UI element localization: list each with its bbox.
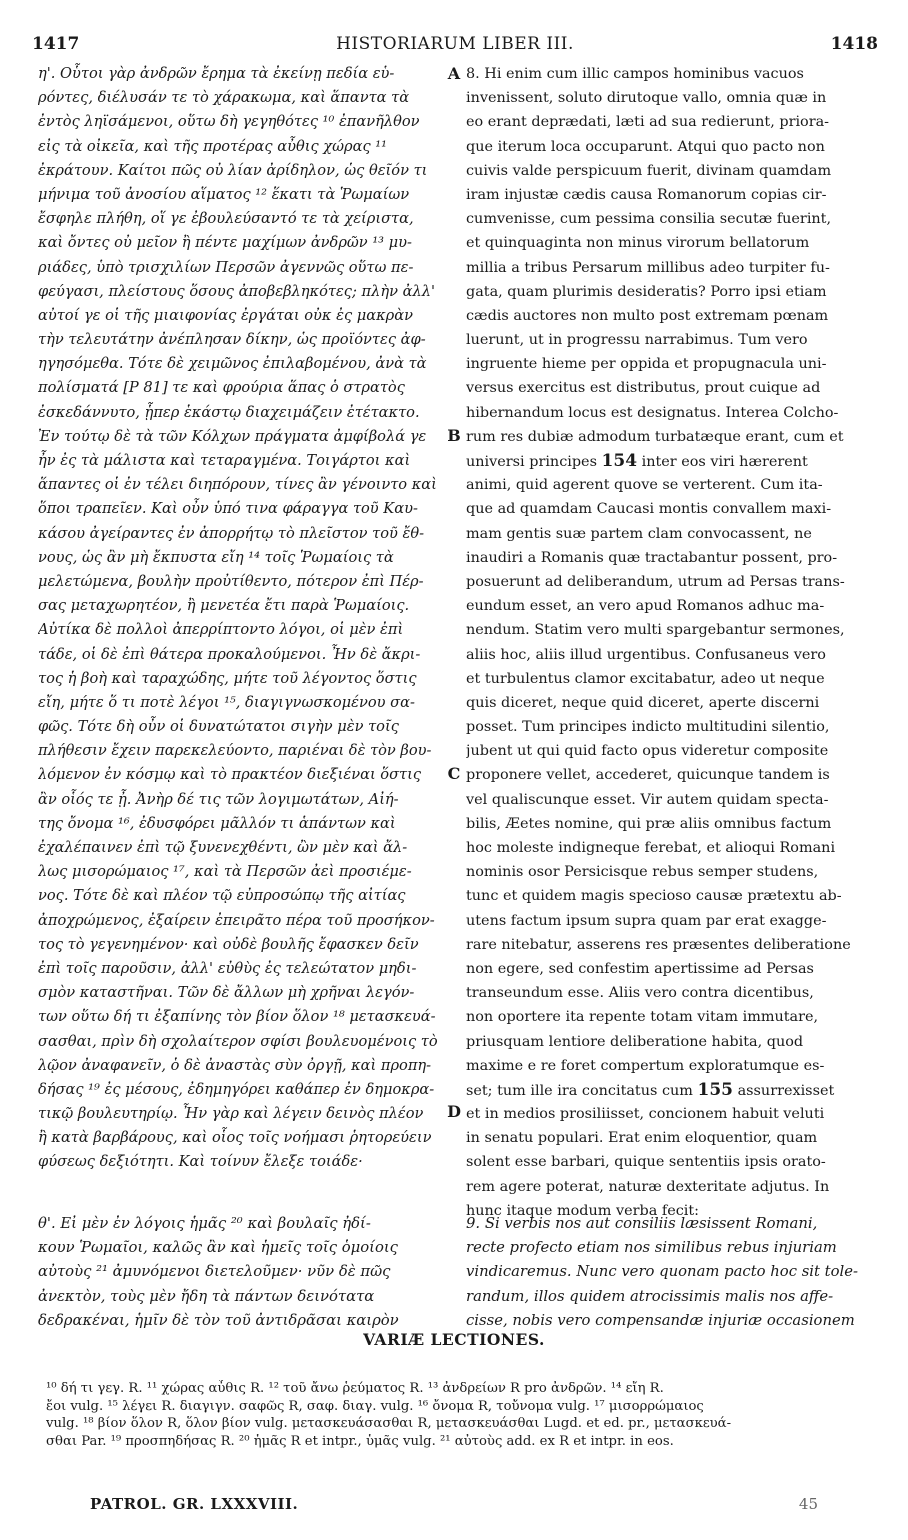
greek-text-line: εἴη, μήτε ὅ τι ποτὲ λέγοι ¹⁵, διαγιγνωσκομένου σα- [38,693,415,711]
latin-text-line: que iterum loca occuparunt. Atqui quo pacto non [466,138,825,155]
page-number-right: 1418 [830,34,878,54]
greek-text-line: μελετώμενα, βουλὴν προὐτίθεντο, πότερον ἐπὶ Πέρ- [38,572,424,590]
greek-text-line: ἐκράτουν. Καίτοι πῶς οὐ λίαν ἀρίδηλον, ὡς θεῖόν τι [38,161,428,179]
greek-text-line: ηγησόμεθα. Τότε δὲ χειμῶνος ἐπιλαβομένου, ἀνὰ τὰ [38,355,427,373]
latin-text-line: vel qualiscunque esset. Vir autem quidam specta- [466,791,829,808]
footer-series: PATROL. GR. LXXXVIII. [90,1495,299,1513]
greek-text-line: λόμενον ἐν κόσμῳ καὶ τὸ πρακτέον διεξιέναι ὅστις [38,766,422,784]
greek-text-line: κάσου ἀγείραντες ἐν ἀπορρήτῳ τὸ πλεῖστον τοῦ ἔθ- [38,524,425,542]
margin-marker-a: A [447,64,461,83]
greek-speech-line: δεδρακέναι, ἡμῖν δὲ τὸν τοῦ ἀντιδρᾶσαι καιρὸν [38,1311,399,1329]
greek-text-line: ἂν οἷός τε ᾖ. Ἀνὴρ δέ τις τῶν λογιμωτάτων, Αἰή- [38,790,399,808]
page-footer [90,1495,818,1519]
latin-text-line: ingruente hieme per oppida et propugnacula uni- [466,356,827,373]
latin-speech-column [466,1212,876,1333]
latin-text-line: eundum esset, an vero apud Romanos adhuc ma- [466,598,825,615]
latin-text-line: utens factum ipsum supra quam par erat exagge- [466,912,827,929]
latin-text-line: 8. Hi enim cum illic campos hominibus vacuos [466,66,804,82]
greek-text-line: νος. Τότε δὲ καὶ πλέον τῷ εὐπροσώπῳ τῆς αἰτίας [38,887,406,905]
margin-marker-c: C [447,764,461,783]
greek-text-line: ἐχαλέπαινεν ἐπὶ τῷ ξυνενεχθέντι, ὢν μὲν καὶ ἄλ- [38,839,408,856]
latin-text-line: set; tum ille ira concitatus cum 155 assurrexisset [466,1079,835,1100]
greek-text-line: η'. Οὗτοι γὰρ ἀνδρῶν ἔρημα τὰ ἐκείνῃ πεδία εὑ- [38,65,395,82]
latin-text-line: millia a tribus Persarum millibus adeo turpiter fu- [466,259,830,276]
greek-text-line: των οὕτω δή τι ἐξαπίνης τὸν βίον ὅλον ¹⁸ μετασκευά- [38,1008,436,1026]
note-line: vulg. ¹⁸ βίον ὅλον R, ὅλον βίον vulg. μετασκευάσασθαι R, μετασκευάσθαι Lugd. et ed. pr., μετασκευά- [46,1416,732,1431]
latin-text-line: hoc moleste indigneque ferebat, et alioqui Romani [466,840,836,856]
greek-text-line: ἢ κατὰ βαρβάρους, καὶ οἷος τοῖς νοήμασι ῥητορεύειν [38,1129,432,1147]
latin-text-line: maxime e re foret compertum exploratumque es- [466,1057,825,1074]
greek-text-line: τάδε, οἱ δὲ ἐπὶ θάτερα προκαλούμενοι. Ἦν δὲ ἄκρι- [38,645,421,663]
note-line: ἔοι vulg. ¹⁵ λέγει R. διαγιγν. σαφῶς R, σαφ. διαγ. vulg. ¹⁶ ὄνομα R, τοὔνομα vulg. ¹⁷ μισορρώμαιος [46,1398,704,1414]
greek-text-line: ἀποχρώμενος, ἐξαίρειν ἐπειρᾶτο πέρα τοῦ προσήκον- [38,911,435,929]
greek-text-line: σασθαι, πρὶν δὴ σχολαίτερον σφίσι βουλευομένοις τὸ [38,1032,438,1050]
latin-text-line: mam gentis suæ partem clam convocassent, ne [466,525,812,542]
latin-text-line: quis diceret, neque quid diceret, aperte discerni [466,694,820,711]
greek-text-line: καὶ ὄντες οὐ μεῖον ἢ πέντε μαχίμων ἀνδρῶν ¹³ μυ- [38,234,412,252]
page-number-left: 1417 [32,34,80,54]
latin-text-line: animi, quid agerent quove se verterent. Cum ita- [466,477,823,494]
latin-text-line: proponere vellet, accederet, quicunque tandem is [466,767,830,784]
greek-text-line: ἅπαντες οἱ ἐν τέλει διηπόρουν, τίνες ἂν γένοιντο καὶ [38,476,437,494]
latin-text-line: hunc itaque modum verba fecit: [466,1202,700,1219]
greek-text-line: της ὄνομα ¹⁶, ἐδυσφόρει μᾶλλόν τι ἁπάντων καὶ [38,814,396,832]
margin-marker-d: D [447,1102,461,1121]
latin-text-line: tunc et quidem magis specioso causæ prætextu ab- [466,888,842,905]
greek-text-line: τος ἡ βοὴ καὶ ταραχώδης, μήτε τοῦ λέγοντος ὅστις [38,669,417,687]
running-head [32,34,878,60]
latin-text-line: posset. Tum principes indicto multitudini silentio, [466,719,830,736]
latin-text-line: posuerunt ad deliberandum, utrum ad Persas trans- [466,573,845,590]
greek-text-line: ρόντες, διέλυσάν τε τὸ χάρακωμα, καὶ ἅπαντα τὰ [38,89,410,107]
greek-text-line: δήσας ¹⁹ ἐς μέσους, ἐδημηγόρει καθάπερ ἐν δημοκρα- [38,1080,435,1098]
greek-text-line: φύσεως δεξιότητι. Καὶ τοίνυν ἔλεξε τοιάδε· [38,1153,363,1171]
latin-text-line: eo erant deprædati, læti ad sua redierunt, priora- [466,114,830,131]
greek-text-line: Αὐτίκα δὲ πολλοὶ ἀπερρίπτοντο λόγοι, οἱ μὲν ἐπὶ [38,621,404,639]
greek-text-line: ὅποι τραπεῖεν. Καὶ οὖν ὑπό τινα φάραγγα τοῦ Καυ- [38,500,418,518]
greek-text-line: λῷον ἀναφανεῖν, ὁ δὲ ἀναστὰς σὺν ὀργῇ, καὶ προπη- [38,1056,432,1074]
latin-text-line: cumvenisse, cum pessima consilia secutæ fuerint, [466,211,832,228]
latin-text-line: transeundum esse. Aliis vero contra dicentibus, [466,985,814,1002]
latin-speech-line: 9. Si verbis nos aut consiliis læsissent Romani, [466,1215,818,1232]
greek-column [38,62,438,1175]
greek-text-line: ἐπὶ τοῖς παροῦσιν, ἀλλ' εὐθὺς ἐς τελεώτατον μηδι- [38,959,417,977]
latin-text-line: bilis, Æetes nomine, qui præ aliis omnibus factum [466,815,832,832]
latin-text-line: nominis osor Persicisque rebus semper studens, [466,864,819,881]
greek-text-line: ἦν ἐς τὰ μάλιστα καὶ τεταραγμένα. Τοιγάρτοι καὶ [38,452,411,469]
latin-text-line: universi principes 154 inter eos viri hærerent [466,451,808,471]
latin-text-line: jubent ut qui quid facto opus videretur composite [466,743,829,760]
latin-text-line: in senatu populari. Erat enim eloquentior, quam [466,1130,818,1147]
greek-text-line: τικῷ βουλευτηρίῳ. Ἦν γὰρ καὶ λέγειν δεινὸς πλέον [38,1105,424,1123]
latin-speech-line: cisse, nobis vero compensandæ injuriæ occasionem [466,1311,855,1329]
greek-text-line: Ἐν τούτῳ δὲ τὰ τῶν Κόλχων πράγματα ἀμφίβολά γε [38,427,427,445]
margin-marker-b: B [447,426,461,445]
latin-text-line: et quinquaginta non minus virorum bellatorum [466,235,810,252]
latin-text-line: inaudiri a Romanis quæ tractabantur possent, pro- [466,549,838,566]
latin-text-line: invenissent, soluto dirutoque vallo, omnia quæ in [466,90,827,107]
latin-speech-line: vindicaremus. Nunc vero quonam pacto hoc sit tole- [466,1263,859,1281]
greek-text-line: φεύγασι, πλείστους ὅσους ἀποβεβληκότες; πλὴν ἀλλ' [38,282,435,300]
greek-speech-line: κουν Ῥωμαῖοι, καλῶς ἂν καὶ ἡμεῖς τοῖς ὁμοίοις [38,1239,398,1257]
greek-text-line: σμὸν καταστῆναι. Τῶν δὲ ἄλλων μὴ χρῆναι λεγόν- [38,984,415,1002]
latin-speech-line: recte profecto etiam nos similibus rebus injuriam [466,1239,837,1257]
greek-speech-line: θ'. Εἰ μὲν ἐν λόγοις ἡμᾶς ²⁰ καὶ βουλαῖς ἠδί- [38,1215,371,1232]
latin-text-line: hibernandum locus est designatus. Interea Colcho- [466,404,839,421]
latin-text-line: rum res dubiæ admodum turbatæque erant, cum et [466,428,844,445]
greek-speech-column [38,1212,438,1333]
greek-text-line: ἐντὸς ληϊσάμενοι, οὕτω δὴ γεγηθότες ¹⁰ ἐπανῆλθον [38,113,420,131]
greek-text-line: φῶς. Τότε δὴ οὖν οἱ δυνατώτατοι σιγὴν μὲν τοῖς [38,718,399,736]
greek-text-line: ἐσκεδάννυτο, ᾗπερ ἑκάστῳ διαχειμάζειν ἐτέτακτο. [38,403,420,421]
greek-text-line: πλήθεσιν ἔχειν παρεκελεύοντο, παριέναι δὲ τὸν βου- [38,742,432,760]
latin-text-line: gata, quam plurimis desideratis? Porro ipsi etiam [466,283,827,300]
footer-signature: 45 [798,1495,818,1513]
latin-text-line: aliis hoc, aliis illud urgentibus. Confusaneus vero [466,646,826,663]
greek-text-line: τὴν τελευτάτην ἀνέπλησαν δίκην, ὡς προϊόντες ἀφ- [38,331,426,349]
note-line: ¹⁰ δή τι γεγ. R. ¹¹ χώρας αὖθις R. ¹² τοῦ ἄνω ῥεύματος R. ¹³ ἀνδρείων R pro ἀνδρῶν. ¹⁴ εἴη R. [46,1381,664,1396]
greek-text-line: αὐτοί γε οἱ τῆς μιαιφονίας ἐργάται οὐκ ἐς μακρὰν [38,306,413,324]
greek-speech-line: αὐτοὺς ²¹ ἀμυνόμενοι διετελοῦμεν· νῦν δὲ πῶς [38,1263,391,1281]
latin-text-line: iram injustæ cædis causa Romanorum copias cir- [466,186,827,203]
greek-text-line: λως μισορώμαιος ¹⁷, καὶ τὰ Περσῶν ἀεὶ προσιέμε- [38,863,412,881]
running-title: HISTORIARUM LIBER III. [336,34,574,54]
latin-speech-line: randum, illos quidem atrocissimis malis nos affe- [466,1287,834,1305]
latin-text-line: cædis auctores non multo post extremam pœnam [466,307,829,324]
latin-text-line: non egere, sed confestim apertissime ad Persas [466,960,814,977]
apparatus-notes [46,1380,876,1450]
latin-text-line: rare nitebatur, asserens res præsentes deliberatione [466,936,851,953]
greek-text-line: ἔσφηλε πλήθη, οἵ γε ἐβουλεύσαντό τε τὰ χείριστα, [38,210,414,228]
latin-text-line: luerunt, ut in progressu narrabimus. Tum vero [466,332,808,349]
latin-text-line: nendum. Statim vero multi spargebantur sermones, [466,622,845,639]
latin-column [466,62,876,1223]
greek-text-line: εἰς τὰ οἰκεῖα, καὶ τῆς προτέρας αὖθις χώρας ¹¹ [38,137,387,155]
greek-speech-line: ἀνεκτὸν, τοὺς μὲν ἤδη τὰ πάντων δεινότατα [38,1287,375,1305]
greek-text-line: νους, ὡς ἂν μὴ ἔκπυστα εἴη ¹⁴ τοῖς Ῥωμαίοις τὰ [38,548,394,566]
latin-text-line: priusquam lentiore deliberatione habita, quod [466,1033,804,1050]
latin-text-line: cuivis valde perspicuum fuerit, divinam quamdam [466,162,832,179]
note-line: σθαι Par. ¹⁹ προσπηδήσας R. ²⁰ ἡμᾶς R et intpr., ὑμᾶς vulg. ²¹ αὐτοὺς add. ex R et intpr. in eos. [46,1433,674,1449]
greek-text-line: τος τὸ γεγενημένον· καὶ οὐδὲ βουλῆς ἔφασκεν δεῖν [38,935,419,953]
greek-text-line: μήνιμα τοῦ ἀνοσίου αἵματος ¹² ἕκατι τὰ Ῥωμαίων [38,185,410,203]
latin-text-line: versus exercitus est distributus, prout cuique ad [466,380,821,397]
latin-text-line: que ad quamdam Caucasi montis convallem maxi- [466,501,832,518]
latin-text-line: et in medios prosiliisset, concionem habuit veluti [466,1106,825,1123]
latin-text-line: non oportere ita repente totam vitam immutare, [466,1009,819,1026]
greek-text-line: σας μεταχωρητέον, ἢ μενετέα ἔτι παρὰ Ῥωμαίοις. [38,597,410,615]
latin-text-line: solent esse barbari, quique sententiis ipsis orato- [466,1154,826,1171]
variae-lectiones-heading: VARIÆ LECTIONES. [363,1330,545,1349]
greek-text-line: ριάδες, ὑπὸ τρισχιλίων Περσῶν ἀγεννῶς οὕτω πε- [38,258,414,276]
latin-text-line: et turbulentus clamor excitabatur, adeo ut neque [466,670,825,687]
latin-text-line: rem agere poterat, naturæ dexteritate adjutus. In [466,1178,830,1195]
greek-text-line: πολίσματά [P 81] τε καὶ φρούρια ἅπας ὁ στρατὸς [38,379,405,397]
